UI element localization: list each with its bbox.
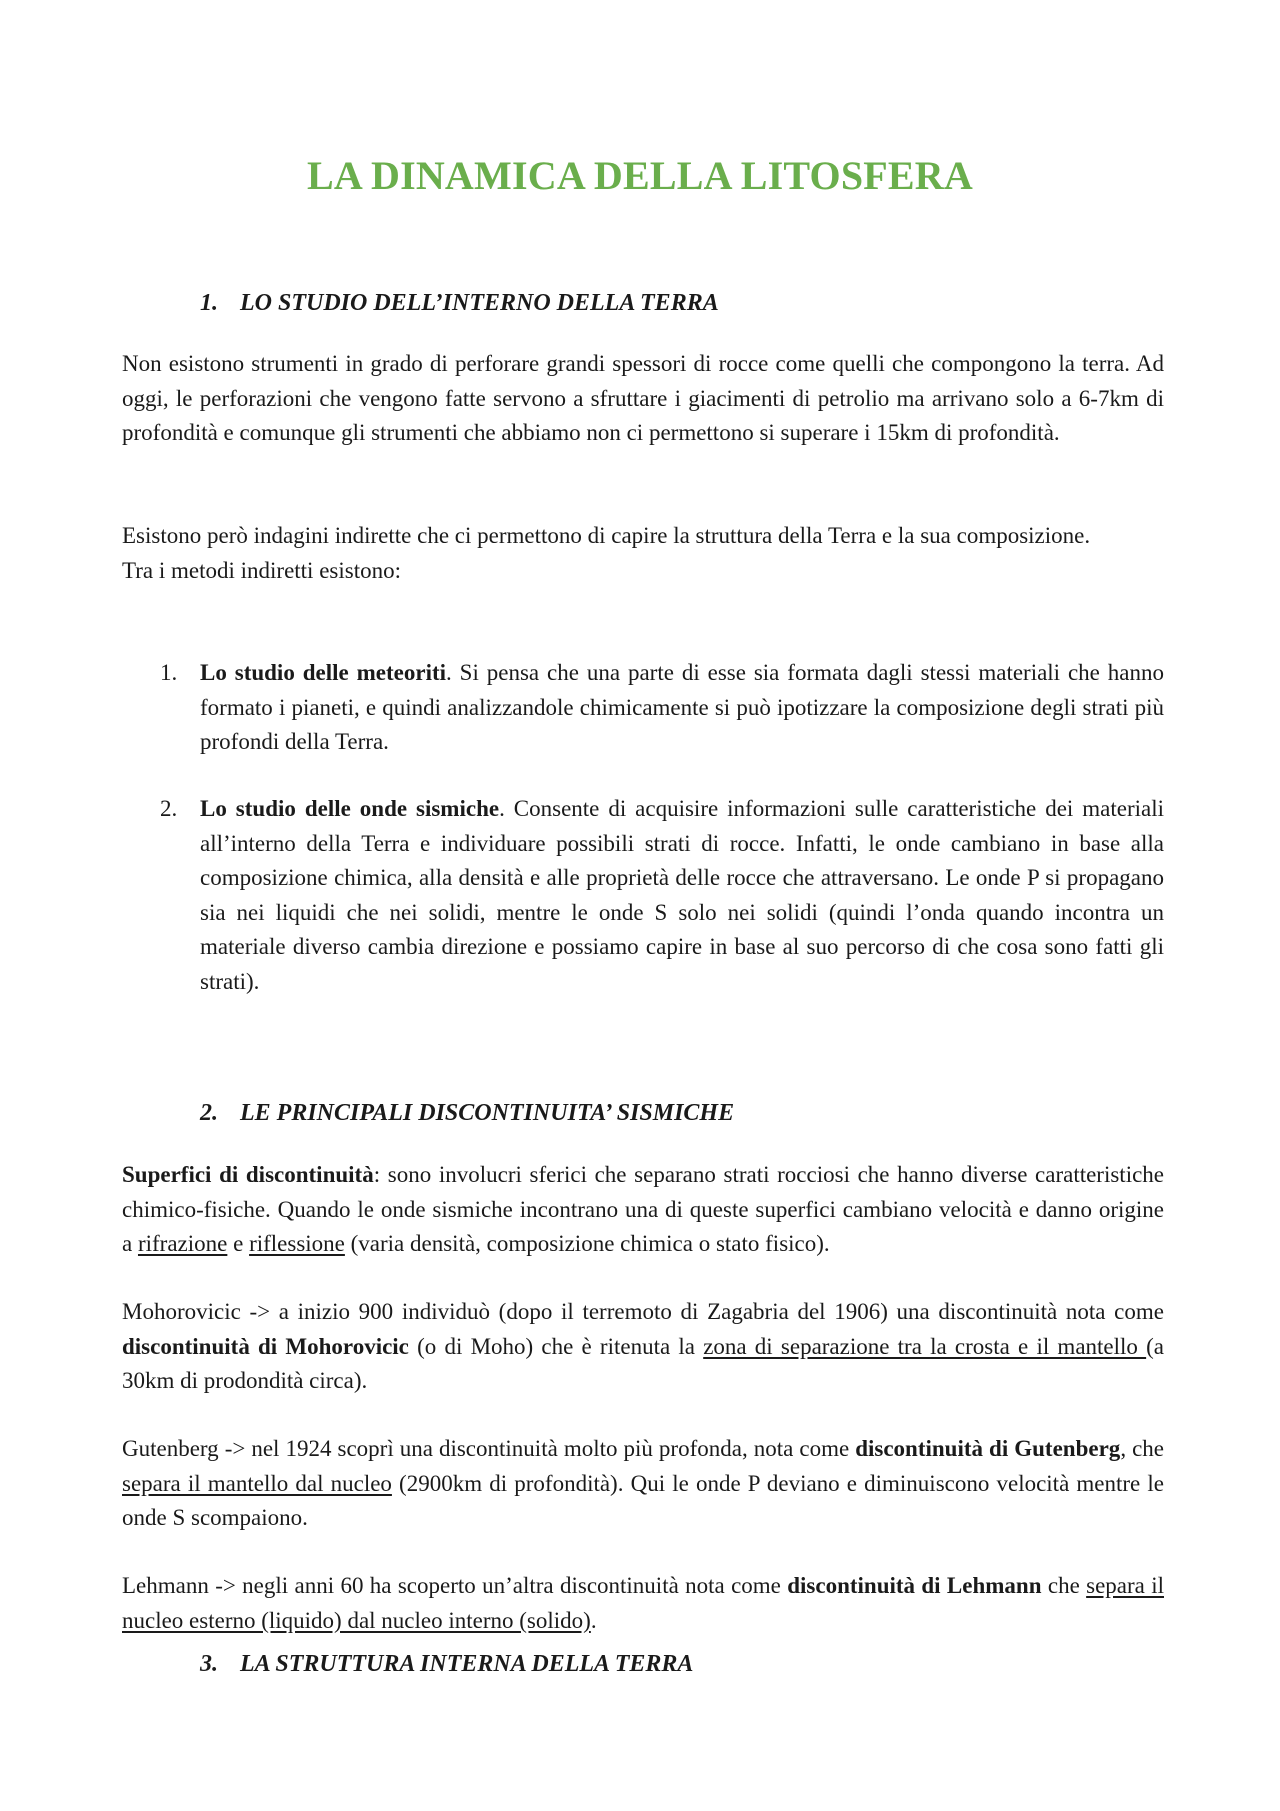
text-span: (2900km di profondità). Qui le onde P deviano e diminuiscono velocità mentre le onde S scompaiono. [122,1470,1164,1530]
paragraph-indirect-text: Esistono però indagini indirette che ci permettono di capire la struttura della Terra e la sua composizione. [122,523,1091,548]
term-bold: discontinuità di Mohorovicic [122,1333,409,1359]
paragraph-mohorovicic [122,1295,1164,1399]
text-span: (a 30km di prodondità circa). [122,1333,1164,1393]
list-item-text: . Consente di acquisire informazioni sulle caratteristiche dei materiali all’interno della Terra e individuare possibili strati di rocce. Infatti, le onde cambiano in base alla composizione chimica, alla densità e alle proprietà delle rocce che attraversano. Le onde P si propagano sia nei liquidi che nei solidi, mentre le onde S solo nei solidi (quindi l’onda quando incontra un materiale diverso cambia direzione e possiamo capire in base al suo percorso di che cosa sono fatti gli strati). [200,796,1164,994]
section-number: 2. [200,1100,218,1126]
underlined-term: rifrazione [137,1231,228,1256]
paragraph-methods-intro: Tra i metodi indiretti esistono: [122,557,401,583]
paragraph-drilling: Non esistono strumenti in grado di perforare grandi spessori di rocce come quelli che compongono la terra. Ad oggi, le perforazioni che vengono fatte servono a sfruttare i giacimenti di petrolio ma arrivano solo a 6-7km di profondità e comunque gli strumenti che abbiamo non ci permettono si superare i 15km di profondità. [122,351,1164,445]
section-heading-1 [200,290,719,317]
section-title: LO STUDIO DELL’INTERNO DELLA TERRA [240,290,719,316]
underlined-term: separa il mantello dal nucleo [122,1470,392,1496]
text-span: , che [1120,1436,1165,1461]
section-number: 3. [200,1651,218,1677]
text-span: Mohorovicic -> a inizio 900 individuò (dopo il terremoto di Zagabria del 1906) una discontinuità nota come [122,1299,1164,1324]
section-number: 1. [200,290,218,316]
term-bold: discontinuità di Gutenberg [855,1436,1121,1461]
section-title: LE PRINCIPALI DISCONTINUITA’ SISMICHE [240,1100,735,1126]
paragraph-gutenberg [122,1432,1164,1536]
underlined-term: separa il nucleo esterno (liquido) dal nucleo interno (solido) [122,1573,1164,1633]
text-span: e [227,1231,250,1256]
term-bold: Superfici di discontinuità [122,1162,374,1187]
paragraph-indirect [122,519,1164,588]
text-span: Lehmann -> negli anni 60 ha scoperto un’altra discontinuità nota come [122,1573,788,1598]
section-title: LA STRUTTURA INTERNA DELLA TERRA [240,1651,694,1677]
list-item-text: . Si pensa che una parte di esse sia formata dagli stessi materiali che hanno formato i pianeti, e quindi analizzandole chimicamente si può ipotizzare la composizione degli strati più profondi della Terra. [200,660,1165,754]
section-heading-2 [200,1100,734,1127]
text-span: : sono involucri sferici che separano strati rocciosi che hanno diverse caratteristiche chimico-fisiche. Quando le onde sismiche incontrano una di queste superfici cambiano velocità e danno origine a [122,1162,1165,1256]
section-heading-3 [200,1651,693,1678]
list-item-title: Lo studio delle onde sismiche [200,796,500,821]
list-number: 2. [160,796,178,821]
text-span: che [1041,1573,1087,1598]
paragraph-lehmann [122,1569,1164,1638]
list-item-title: Lo studio delle meteoriti [200,660,447,685]
list-item [160,656,1165,760]
page-title: LA DINAMICA DELLA LITOSFERA [307,153,973,198]
list-item [160,792,1164,999]
text-span: (varia densità, composizione chimica o stato fisico). [344,1231,830,1256]
text-span: (o di Moho) che è ritenuta la [408,1333,704,1359]
underlined-term: zona di separazione tra la crosta e il mantello [703,1333,1147,1359]
text-span: Gutenberg -> nel 1924 scoprì una discontinuità molto più profonda, nota come [122,1436,856,1461]
term-bold: discontinuità di Lehmann [787,1573,1042,1598]
underlined-term: riflessione [249,1231,345,1256]
text-span: . [590,1607,597,1633]
paragraph-discontinuity-definition [122,1158,1164,1262]
list-number: 1. [160,660,178,685]
